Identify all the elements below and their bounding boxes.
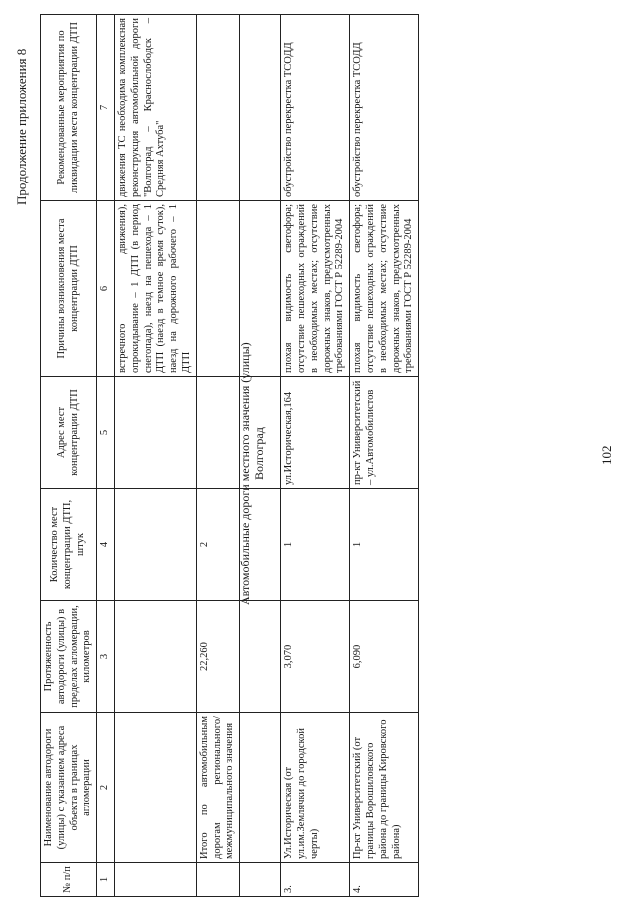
accident-count: 1 [281,489,350,601]
road-length: 3,070 [281,601,350,713]
table-row [350,15,419,897]
row-number: 4. [350,863,419,897]
col-header-length: Протяженность автодороги (улицы) в пределах агломерации, километров [41,601,97,713]
recommended-measure: обустройство перекрестка ТСОДД [350,15,419,201]
accident-concentration-table [40,14,419,897]
col-number: 1 [97,863,115,897]
road-length: 6,090 [350,601,419,713]
col-header-count: Количество мест концентрации ДТП, штук [41,489,97,601]
col-header-name: Наименование автодороги (улицы) с указанием адреса объекта в границах агломерации [41,713,97,863]
page-number: 102 [599,445,614,465]
table-row [281,15,350,897]
accident-cause: плохая видимость светофора; отсутствие пешеходных ограждений в необходимых местах; отсутствие дорожных знаков, предусмотренных требованиями ГОСТ Р 52289-2004 [281,201,350,377]
col-header-address: Адрес мест концентрации ДТП [41,377,97,489]
col-number: 4 [97,489,115,601]
carryover-row [114,15,196,897]
section-gap-row [240,15,281,897]
col-header-cause: Причины возникновения места концентрации ДТП [41,201,97,377]
total-length: 22,260 [196,601,239,713]
road-name: Ул.Историческая (от ул.им.Землячки до городской черты) [281,713,350,863]
col-number: 7 [97,15,115,201]
accident-address: пр-кт Университетский – ул.Автомобилистов [350,377,419,489]
total-label: Итого по автомобильным дорогам регионального/межмуниципального значения [196,713,239,863]
appendix-title: Продолжение приложения 8 [14,48,29,205]
city-title: Волгоград [252,427,266,480]
row-number: 3. [281,863,350,897]
carryover-measure: движения ТС необходима комплексная реконструкция автомобильной дороги "Волгоград – Краснослободск – Средняя Ахтуба" [114,15,196,201]
col-number: 6 [97,201,115,377]
header-row [41,15,97,897]
accident-cause: плохая видимость светофора; отсутствие пешеходных ограждений в необходимых местах; отсутствие дорожных знаков, предусмотренных требованиями ГОСТ Р 52289-2004 [350,201,419,377]
total-row [196,15,239,897]
carryover-cause: встречного движения), опрокидывание – 1 ДТП (в период снегопада), наезд на пешехода – 1 ДТП (наезд в темное время суток), наезд на дорожного рабочего – 1 ДТП [114,201,196,377]
col-number: 5 [97,377,115,489]
section-title: Автомобильные дороги местного значения (улицы) [238,342,252,605]
col-number: 3 [97,601,115,713]
col-number: 2 [97,713,115,863]
accident-count: 1 [350,489,419,601]
total-count: 2 [196,489,239,601]
col-header-no: № п/п [41,863,97,897]
accident-address: ул.Историческая,164 [281,377,350,489]
recommended-measure: обустройство перекрестка ТСОДД [281,15,350,201]
column-number-row [97,15,115,897]
road-name: Пр-кт Университетский (от границы Ворошиловского района до границы Кировского района) [350,713,419,863]
col-header-measure: Рекомендованные мероприятия по ликвидации места концентрации ДТП [41,15,97,201]
